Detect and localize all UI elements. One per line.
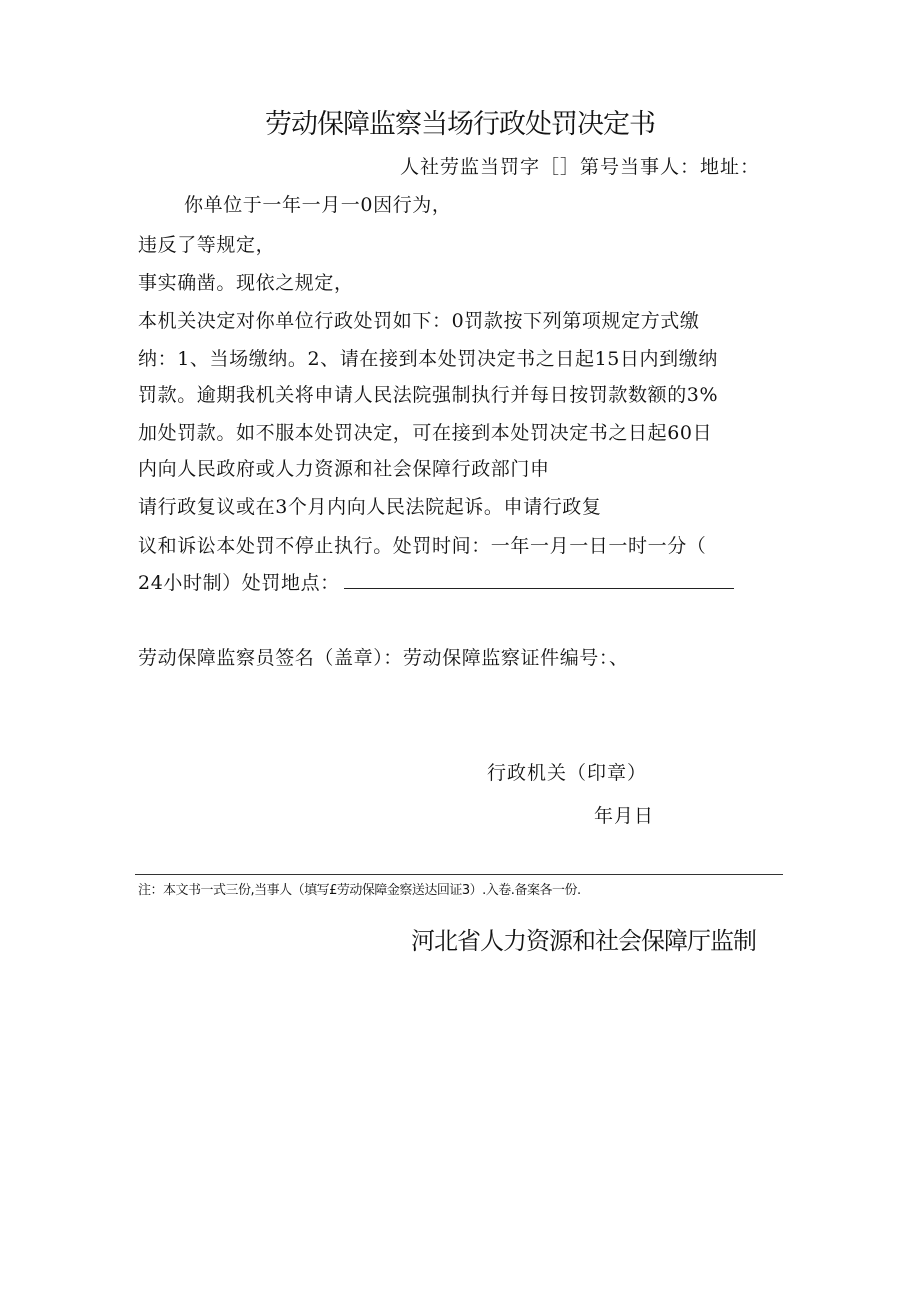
place-label: 24小时制）处罚地点： <box>138 572 340 594</box>
body-line-6: 罚款。逾期我机关将申请人民法院强制执行并每日按罚款数额的3% <box>138 384 719 406</box>
body-line-1: 你单位于一年一月一0因行为， <box>184 194 452 216</box>
issuer-footer: 河北省人力资源和社会保障厅监制 <box>411 927 756 955</box>
body-line-5: 纳：1、当场缴纳。2、请在接到本处罚决定书之日起15日内到缴纳 <box>138 348 718 370</box>
document-number-line: 人社劳监当罚字［］第号当事人：地址： <box>399 156 760 178</box>
body-line-3: 事实确凿。现依之规定， <box>138 272 354 294</box>
body-line-9: 请行政复议或在3个月内向人民法院起诉。申请行政复 <box>138 496 602 518</box>
document-title: 劳动保障监察当场行政处罚决定书 <box>265 109 655 140</box>
place-line <box>138 568 734 595</box>
signature-line: 劳动保障监察员签名（盖章）：劳动保障监察证件编号：、 <box>138 647 629 669</box>
body-line-8: 内向人民政府或人力资源和社会保障行政部门申 <box>138 458 550 480</box>
body-line-10: 议和诉讼本处罚不停止执行。处罚时间：一年一月一日一时一分（ <box>138 535 707 557</box>
date-line: 年月日 <box>594 805 655 827</box>
footnote: 注：本文书一式三份,当事人（填写£劳动保障金察送达回证3）.入卷.备案各一份. <box>138 883 581 898</box>
note-divider <box>135 874 783 875</box>
body-line-4: 本机关决定对你单位行政处罚如下：0罚款按下列第项规定方式缴 <box>138 310 700 332</box>
body-line-2: 违反了等规定， <box>138 234 276 256</box>
agency-seal-line: 行政机关（印章） <box>487 762 648 784</box>
place-fill-blank <box>344 570 734 589</box>
body-line-7: 加处罚款。如不服本处罚决定，可在接到本处罚决定书之日起60日 <box>138 422 713 444</box>
